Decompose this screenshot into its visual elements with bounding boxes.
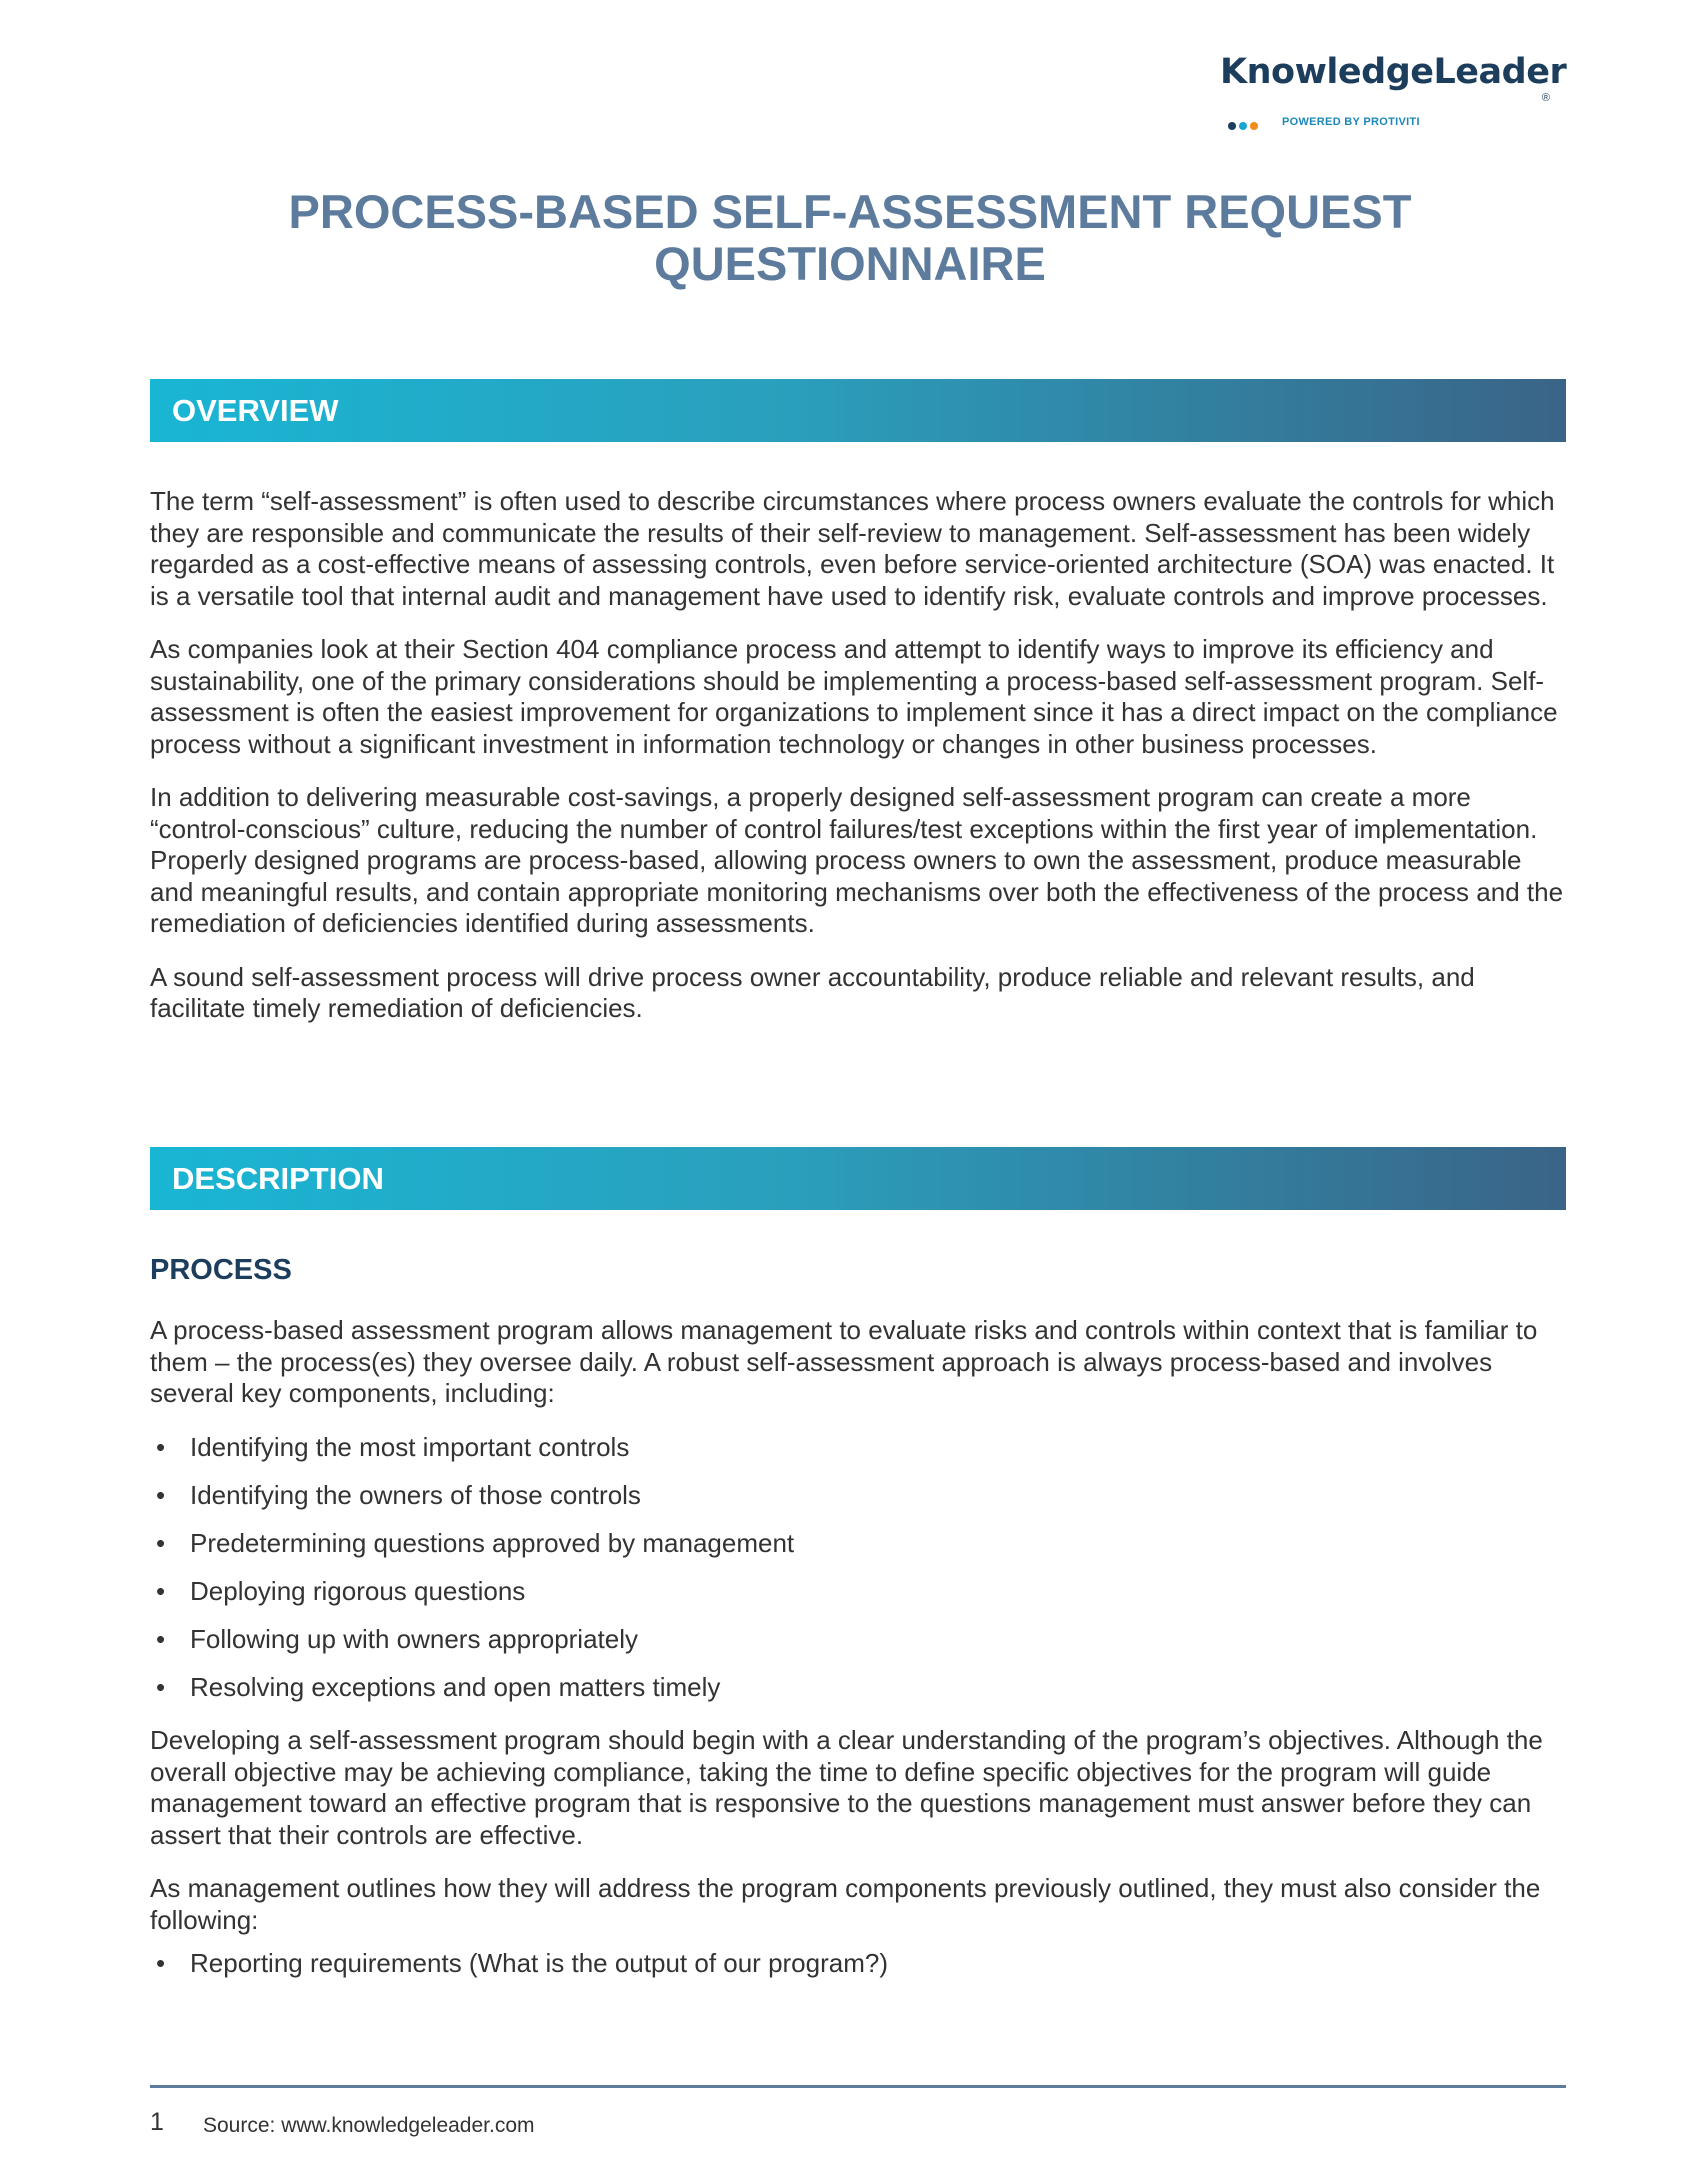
footer-divider (150, 2085, 1566, 2088)
components-list (150, 1432, 1566, 1704)
registered-mark: ® (1541, 92, 1550, 104)
overview-body (150, 486, 1566, 1047)
list-item: • Identifying the most important controls (156, 1431, 630, 1462)
brand-name: KnowledgeLeader (1220, 52, 1567, 92)
overview-section-header (150, 379, 1566, 442)
description-body (150, 1254, 1566, 2002)
source-line: Source: www.knowledgeleader.com (203, 2114, 535, 2137)
list-item: • Identifying the owners of those controls (156, 1479, 641, 1510)
list-item: • Predetermining questions approved by management (156, 1527, 795, 1558)
considerations-list (150, 1948, 1566, 1980)
overview-paragraph: A sound self-assessment process will drive process owner accountability, produce reliable and relevant results, and facilitate timely remediation of deficiencies. (150, 961, 1475, 1023)
bullet-icon: • (156, 1671, 166, 1702)
brand-logo (1220, 52, 1567, 134)
process-intro: A process-based assessment program allows management to evaluate risks and controls within context that is familiar to them – the process(es) they oversee daily. A robust self-assessment approach is always process-based and involves several key components, including: (150, 1315, 1538, 1408)
brand-tagline: POWERED BY PROTIVITI (1282, 116, 1420, 128)
overview-paragraph: As companies look at their Section 404 compliance process and attempt to identify ways to improve its efficiency and sustainability, one of the primary considerations should be implementing a process-based self-assessment program. Self-assessment is often the easiest improvement for organizations to implement since it has a direct impact on the compliance process without a significant investment in information technology or changes in other business processes. (150, 634, 1558, 759)
document-title (150, 186, 1550, 290)
description-section-header (150, 1147, 1566, 1210)
bullet-icon: • (156, 1948, 166, 1978)
brand-wordmark (1220, 52, 1567, 110)
considerations-intro: As management outlines how they will address the program components previously outlined, they must also consider the following: (150, 1873, 1541, 1935)
brand-dots-icon (1228, 117, 1261, 135)
objectives-paragraph: Developing a self-assessment program should begin with a clear understanding of the program’s objectives. Although the overall objective may be achieving compliance, taking the time to define specific objectives for the program will guide management toward an effective program that is responsive to the questions management must answer before they can assert that their controls are effective. (150, 1725, 1543, 1850)
list-item: • Deploying rigorous questions (156, 1575, 526, 1606)
list-item: • Following up with owners appropriately (156, 1623, 639, 1654)
process-subheading: PROCESS (150, 1254, 292, 1286)
overview-paragraph: In addition to delivering measurable cost-savings, a properly designed self-assessment program can create a more “control-conscious” culture, reducing the number of control failures/test exceptions within the first year of implementation. Properly designed programs are process-based, allowing process owners to own the assessment, produce measurable and meaningful results, and contain appropriate monitoring mechanisms over both the effectiveness of the process and the remediation of deficiencies identified during assessments. (150, 782, 1564, 938)
title-line-2: QUESTIONNAIRE (654, 237, 1046, 290)
page-number: 1 (150, 2108, 164, 2136)
list-item: • Reporting requirements (What is the output of our program?) (156, 1948, 889, 1978)
bullet-icon: • (156, 1479, 166, 1510)
description-heading: DESCRIPTION (172, 1161, 384, 1196)
title-line-1: PROCESS-BASED SELF-ASSESSMENT REQUEST (288, 185, 1412, 238)
overview-paragraph: The term “self-assessment” is often used to describe circumstances where process owners evaluate the controls for which they are responsible and communicate the results of their self-review to management. Self-assessment has been widely regarded as a cost-effective means of assessing controls, even before service-oriented architecture (SOA) was enacted. It is a versatile tool that internal audit and management have used to identify risk, evaluate controls and improve processes. (150, 486, 1555, 611)
overview-heading: OVERVIEW (172, 393, 339, 428)
bullet-icon: • (156, 1527, 166, 1558)
bullet-icon: • (156, 1431, 166, 1462)
bullet-icon: • (156, 1575, 166, 1606)
list-item: • Resolving exceptions and open matters timely (156, 1671, 721, 1702)
bullet-icon: • (156, 1623, 166, 1654)
